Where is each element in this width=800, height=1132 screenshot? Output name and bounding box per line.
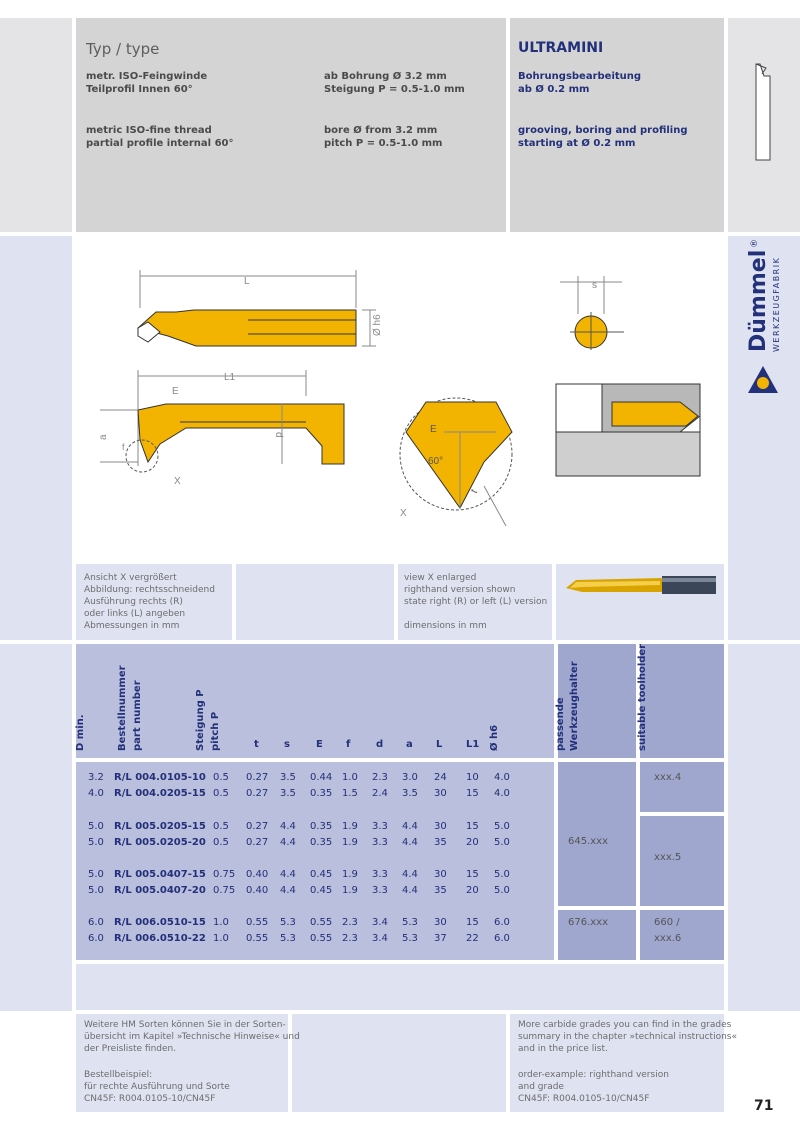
cell-d: 3.4 <box>372 917 388 928</box>
cell-dh6: 5.0 <box>494 821 510 832</box>
note-en2: righthand version shown <box>404 585 516 595</box>
cell-f: 1.5 <box>342 788 358 799</box>
cell-d: 2.4 <box>372 788 388 799</box>
cell-t: 0.27 <box>246 821 269 832</box>
de-proc2: ab Ø 0.2 mm <box>518 84 590 95</box>
footer-en <box>518 1019 737 1105</box>
cell-s: 4.4 <box>280 837 296 848</box>
cell-E: 0.55 <box>310 933 333 944</box>
label-X: X <box>174 476 181 487</box>
footer-en2: summary in the chapter »technical instructions« <box>518 1032 737 1042</box>
cell-s: 3.5 <box>280 772 296 783</box>
label-E2: E <box>430 424 437 435</box>
cell-p: 0.75 <box>213 869 236 880</box>
technical-drawing <box>76 236 726 562</box>
de-description <box>86 70 207 96</box>
tool-detail-view <box>100 370 344 472</box>
label-d: d <box>273 432 284 438</box>
cell-p: 1.0 <box>213 917 229 928</box>
col-pitch2: pitch P <box>210 711 221 751</box>
cell-t: 0.40 <box>246 869 269 880</box>
col-dmin: D min. <box>75 714 86 751</box>
cell-E: 0.35 <box>310 821 333 832</box>
cell-L1: 10 <box>466 772 479 783</box>
label-t: t <box>469 487 480 496</box>
footer-de1: Weitere HM Sorten können Sie in der Sorten- <box>84 1020 286 1030</box>
col-L1: L1 <box>466 739 480 750</box>
label-L1: L1 <box>224 372 236 383</box>
cell-L1: 15 <box>466 917 479 928</box>
footer-panel-mid <box>292 1014 506 1112</box>
col-f: f <box>346 739 351 750</box>
cell-E: 0.35 <box>310 788 333 799</box>
cell-dh6: 6.0 <box>494 933 510 944</box>
note-de4: oder links (L) angeben <box>84 609 186 619</box>
left-margin-table <box>0 644 72 1011</box>
footer-de2: übersicht im Kapitel »Technische Hinweise« und <box>84 1032 300 1042</box>
cell-p: 0.5 <box>213 772 229 783</box>
cell-E: 0.55 <box>310 917 333 928</box>
cell-dmin: 5.0 <box>88 869 104 880</box>
notes-en <box>404 572 547 632</box>
cell-f: 1.9 <box>342 869 358 880</box>
cell-d: 3.3 <box>372 821 388 832</box>
cell-dh6: 6.0 <box>494 917 510 928</box>
cell-L1: 20 <box>466 837 479 848</box>
cell-part: R/L 004.0105-10 <box>114 772 206 783</box>
cell-part: R/L 006.0510-22 <box>114 933 206 944</box>
col-part2: part number <box>132 680 143 751</box>
footer-de3: der Preisliste finden. <box>84 1044 177 1054</box>
cell-L: 30 <box>434 869 447 880</box>
footer-de <box>84 1019 300 1105</box>
left-margin-top <box>0 18 72 232</box>
col-suit: suitable toolholder <box>637 643 648 751</box>
cell-p: 0.5 <box>213 837 229 848</box>
cell-dmin: 5.0 <box>88 821 104 832</box>
cell-p: 1.0 <box>213 933 229 944</box>
holder-645: 645.xxx <box>568 836 609 847</box>
cell-f: 1.9 <box>342 837 358 848</box>
cell-p: 0.5 <box>213 821 229 832</box>
note-en4: dimensions in mm <box>404 621 487 631</box>
note-en1: view X enlarged <box>404 573 477 583</box>
brand-reg: ® <box>750 239 760 248</box>
cell-E: 0.45 <box>310 869 333 880</box>
en-spec <box>324 124 442 150</box>
suit-header <box>640 644 724 758</box>
cell-L: 24 <box>434 772 447 783</box>
cell-E: 0.44 <box>310 772 333 783</box>
col-a: a <box>406 739 413 750</box>
col-holder1: passende <box>555 697 566 751</box>
cell-s: 3.5 <box>280 788 296 799</box>
holder-676: 676.xxx <box>568 917 609 928</box>
col-part1: Bestellnummer <box>117 665 128 751</box>
note-en3: state right (R) or left (L) version <box>404 597 548 607</box>
footer-en6: CN45F: R004.0105-10/CN45F <box>518 1094 650 1104</box>
note-de1: Ansicht X vergrößert <box>84 573 177 583</box>
cell-d: 3.3 <box>372 837 388 848</box>
label-L: L <box>244 276 250 287</box>
col-d: d <box>376 739 384 750</box>
type-label: Typ / type <box>86 40 160 58</box>
cell-L1: 22 <box>466 933 479 944</box>
col-E: E <box>316 739 323 750</box>
cell-dh6: 5.0 <box>494 837 510 848</box>
suit-660: 660 / <box>654 917 680 928</box>
footer-en4: order-example: righthand version <box>518 1070 669 1080</box>
cell-s: 5.3 <box>280 933 296 944</box>
footer-de5: für rechte Ausführung und Sorte <box>84 1082 230 1092</box>
en-description <box>86 124 234 150</box>
en-spec2: pitch P = 0.5-1.0 mm <box>324 138 443 149</box>
cell-f: 2.3 <box>342 933 358 944</box>
cell-d: 2.3 <box>372 772 388 783</box>
blank-band <box>76 964 724 1010</box>
note-de3: Ausführung rechts (R) <box>84 597 183 607</box>
en-proc1: grooving, boring and profiling <box>518 125 688 136</box>
footer-en5: and grade <box>518 1082 564 1092</box>
suit-xxx5: xxx.5 <box>654 852 682 863</box>
cell-L: 30 <box>434 788 447 799</box>
cell-dmin: 6.0 <box>88 933 104 944</box>
col-holder2: Werkzeughalter <box>569 661 580 751</box>
cell-dmin: 5.0 <box>88 837 104 848</box>
cell-part: R/L 005.0407-15 <box>114 869 206 880</box>
col-L: L <box>436 739 443 750</box>
cell-a: 3.5 <box>402 788 418 799</box>
bore-section-view <box>556 384 700 476</box>
cell-t: 0.40 <box>246 885 269 896</box>
suit-cell-2 <box>640 816 724 906</box>
footer-en3: and in the price list. <box>518 1044 608 1054</box>
cell-p: 0.5 <box>213 788 229 799</box>
suit-xxx4: xxx.4 <box>654 772 682 783</box>
label-a: a <box>98 434 109 440</box>
cell-t: 0.55 <box>246 933 269 944</box>
en-line2: partial profile internal 60° <box>86 138 234 149</box>
col-pitch1: Steigung P <box>195 689 206 751</box>
cell-dh6: 4.0 <box>494 788 510 799</box>
cell-L: 37 <box>434 933 447 944</box>
cell-part: R/L 005.0205-20 <box>114 837 206 848</box>
de-proc1: Bohrungsbearbeitung <box>518 71 642 82</box>
col-t: t <box>254 739 259 750</box>
cell-p: 0.75 <box>213 885 236 896</box>
cell-L1: 15 <box>466 869 479 880</box>
label-dh6: Ø h6 <box>372 314 383 336</box>
tip-enlarged-view <box>400 398 512 526</box>
cell-part: R/L 006.0510-15 <box>114 917 206 928</box>
en-line1: metric ISO-fine thread <box>86 125 212 136</box>
cell-dh6: 4.0 <box>494 772 510 783</box>
cell-a: 4.4 <box>402 869 418 880</box>
suit-xxx6: xxx.6 <box>654 933 682 944</box>
cell-s: 4.4 <box>280 869 296 880</box>
cell-L1: 15 <box>466 821 479 832</box>
cell-d: 3.3 <box>372 869 388 880</box>
brand-logo-icon <box>746 364 780 396</box>
cell-dmin: 5.0 <box>88 885 104 896</box>
de-line1: metr. ISO-Feingwinde <box>86 71 208 82</box>
cell-a: 5.3 <box>402 933 418 944</box>
cell-part: R/L 005.0205-15 <box>114 821 206 832</box>
footer-de6: CN45F: R004.0105-10/CN45F <box>84 1094 216 1104</box>
brand-tagline: WERKZEUGFABRIK <box>772 256 781 352</box>
en-process <box>518 124 688 150</box>
de-spec1: ab Bohrung Ø 3.2 mm <box>324 71 447 82</box>
de-spec2: Steigung P = 0.5-1.0 mm <box>324 84 465 95</box>
de-spec <box>324 70 465 96</box>
cell-s: 4.4 <box>280 885 296 896</box>
cell-t: 0.27 <box>246 772 269 783</box>
note-de2: Abbildung: rechtsschneidend <box>84 585 215 595</box>
footer-de4: Bestellbeispiel: <box>84 1070 153 1080</box>
label-s: s <box>592 280 597 291</box>
page-number: 71 <box>754 1098 774 1114</box>
cell-dmin: 4.0 <box>88 788 104 799</box>
notes-panel-gap <box>236 564 394 640</box>
cell-f: 2.3 <box>342 917 358 928</box>
cell-dh6: 5.0 <box>494 869 510 880</box>
tool-thumbnail-icon <box>740 56 780 166</box>
de-process <box>518 70 641 96</box>
cell-L1: 20 <box>466 885 479 896</box>
footer-en1: More carbide grades you can find in the grades <box>518 1020 732 1030</box>
left-margin-mid <box>0 236 72 640</box>
cell-t: 0.27 <box>246 837 269 848</box>
cell-E: 0.35 <box>310 837 333 848</box>
cell-L1: 15 <box>466 788 479 799</box>
cell-dh6: 5.0 <box>494 885 510 896</box>
product-name: ULTRAMINI <box>518 40 604 56</box>
cell-dmin: 6.0 <box>88 917 104 928</box>
note-de5: Abmessungen in mm <box>84 621 180 631</box>
cell-f: 1.9 <box>342 821 358 832</box>
cell-part: R/L 004.0205-15 <box>114 788 206 799</box>
cell-d: 3.4 <box>372 933 388 944</box>
cell-a: 5.3 <box>402 917 418 928</box>
cell-a: 4.4 <box>402 885 418 896</box>
cell-f: 1.9 <box>342 885 358 896</box>
suit-cell-3 <box>640 910 724 960</box>
en-spec1: bore Ø from 3.2 mm <box>324 125 438 136</box>
cell-a: 4.4 <box>402 837 418 848</box>
col-dh6: Ø h6 <box>489 724 500 751</box>
tool-side-view <box>138 270 376 346</box>
brand-logo <box>746 239 788 398</box>
en-proc2: starting at Ø 0.2 mm <box>518 138 636 149</box>
label-X2: X <box>400 508 407 519</box>
cell-L: 35 <box>434 837 447 848</box>
label-angle: 60° <box>428 456 444 467</box>
de-line2: Teilprofil Innen 60° <box>86 84 193 95</box>
cell-L: 30 <box>434 821 447 832</box>
cell-a: 3.0 <box>402 772 418 783</box>
cell-dmin: 3.2 <box>88 772 104 783</box>
cell-L: 35 <box>434 885 447 896</box>
cell-f: 1.0 <box>342 772 358 783</box>
label-E: E <box>172 386 179 397</box>
holder-cell-1 <box>558 762 636 906</box>
cell-d: 3.3 <box>372 885 388 896</box>
cell-t: 0.27 <box>246 788 269 799</box>
cell-E: 0.45 <box>310 885 333 896</box>
notes-de <box>84 572 215 632</box>
col-s: s <box>284 739 290 750</box>
cell-L: 30 <box>434 917 447 928</box>
suit-cell-1 <box>640 762 724 812</box>
cell-s: 5.3 <box>280 917 296 928</box>
cell-part: R/L 005.0407-20 <box>114 885 206 896</box>
brand-name: Dümmel <box>746 249 771 352</box>
cell-s: 4.4 <box>280 821 296 832</box>
right-margin-table <box>728 644 800 1011</box>
label-f: f <box>122 442 125 452</box>
tool-photo <box>562 570 718 598</box>
cell-a: 4.4 <box>402 821 418 832</box>
cell-t: 0.55 <box>246 917 269 928</box>
table-header <box>76 644 554 758</box>
